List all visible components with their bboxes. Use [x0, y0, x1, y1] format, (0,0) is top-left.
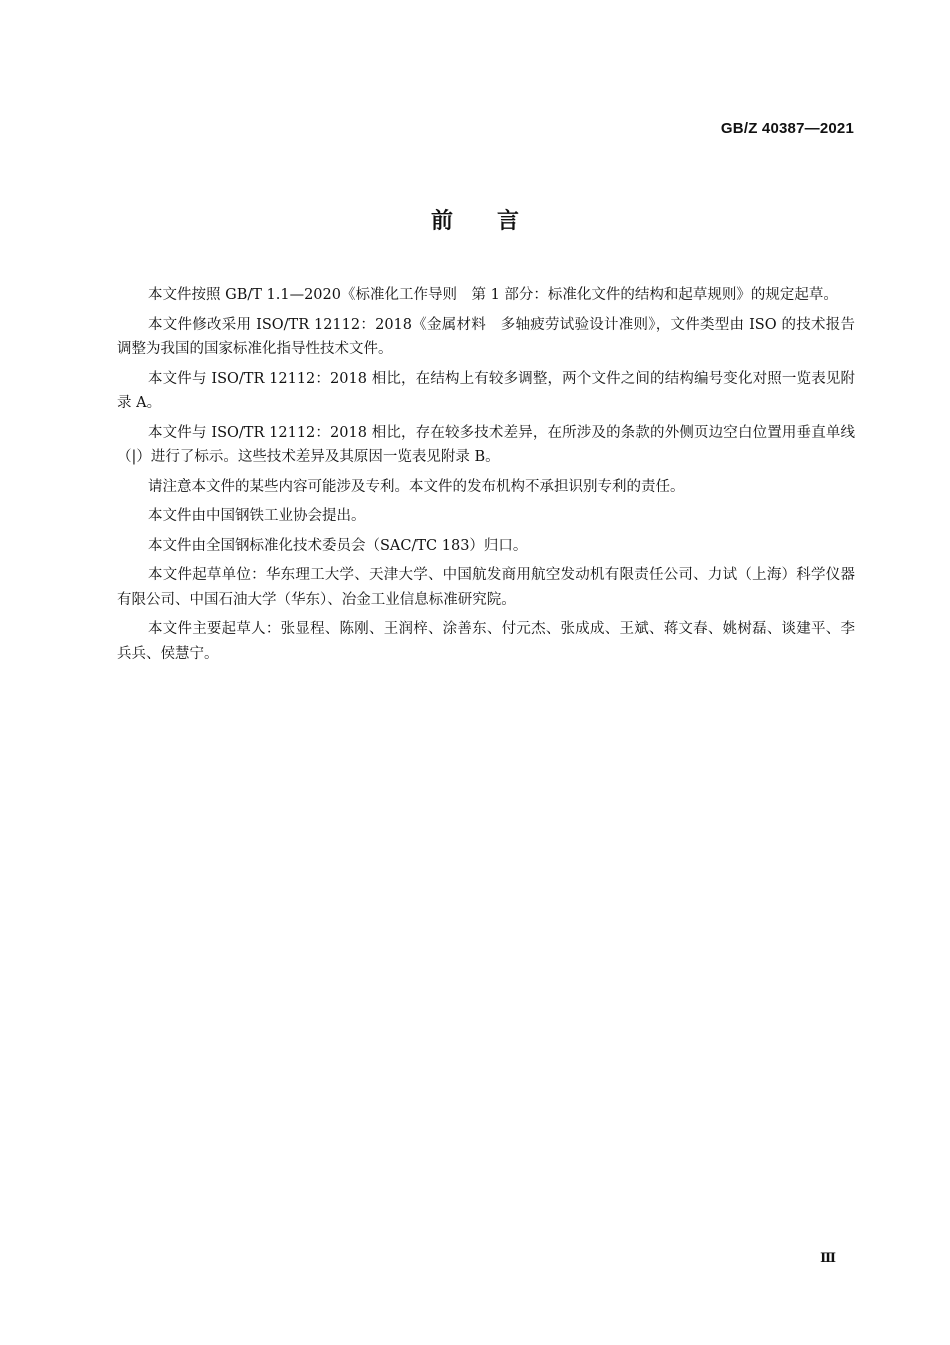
page-number: Ⅲ [820, 1251, 836, 1266]
foreword-body [117, 283, 855, 671]
paragraph-adoption: 本文件修改采用 ISO/TR 12112：2018《金属材料 多轴疲劳试验设计准则》，文件类型由 ISO 的技术报告调整为我国的国家标准化指导性技术文件。 [117, 316, 855, 357]
paragraph-drafting-organizations: 本文件起草单位：华东理工大学、天津大学、中国航发商用航空发动机有限责任公司、力试（上海）科学仪器有限公司、中国石油大学（华东）、冶金工业信息标准研究院。 [117, 567, 855, 608]
paragraph-proposer: 本文件由中国钢铁工业协会提出。 [148, 508, 366, 524]
paragraph-technical-differences: 本文件与 ISO/TR 12112：2018 相比，存在较多技术差异，在所涉及的条款的外侧页边空白位置用垂直单线（|）进行了标示。这些技术差异及其原因一览表见附录 B。 [117, 424, 855, 465]
paragraph-drafting-rules: 本文件按照 GB/T 1.1—2020《标准化工作导则 第 1 部分：标准化文件的结构和起草规则》的规定起草。 [148, 287, 838, 303]
paragraph-technical-committee: 本文件由全国钢标准化技术委员会（SAC/TC 183）归口。 [148, 537, 528, 554]
page-title: 前言 [430, 209, 563, 234]
paragraph-drafters: 本文件主要起草人：张显程、陈刚、王润梓、涂善东、付元杰、张成成、王斌、蒋文春、姚树磊、谈建平、李兵兵、侯慧宁。 [117, 621, 855, 662]
paragraph-structure-changes: 本文件与 ISO/TR 12112：2018 相比，在结构上有较多调整，两个文件之间的结构编号变化对照一览表见附录 A。 [117, 370, 855, 411]
document-code: GB/Z 40387—2021 [720, 120, 854, 137]
paragraph-patent-notice: 请注意本文件的某些内容可能涉及专利。本文件的发布机构不承担识别专利的责任。 [148, 478, 685, 495]
